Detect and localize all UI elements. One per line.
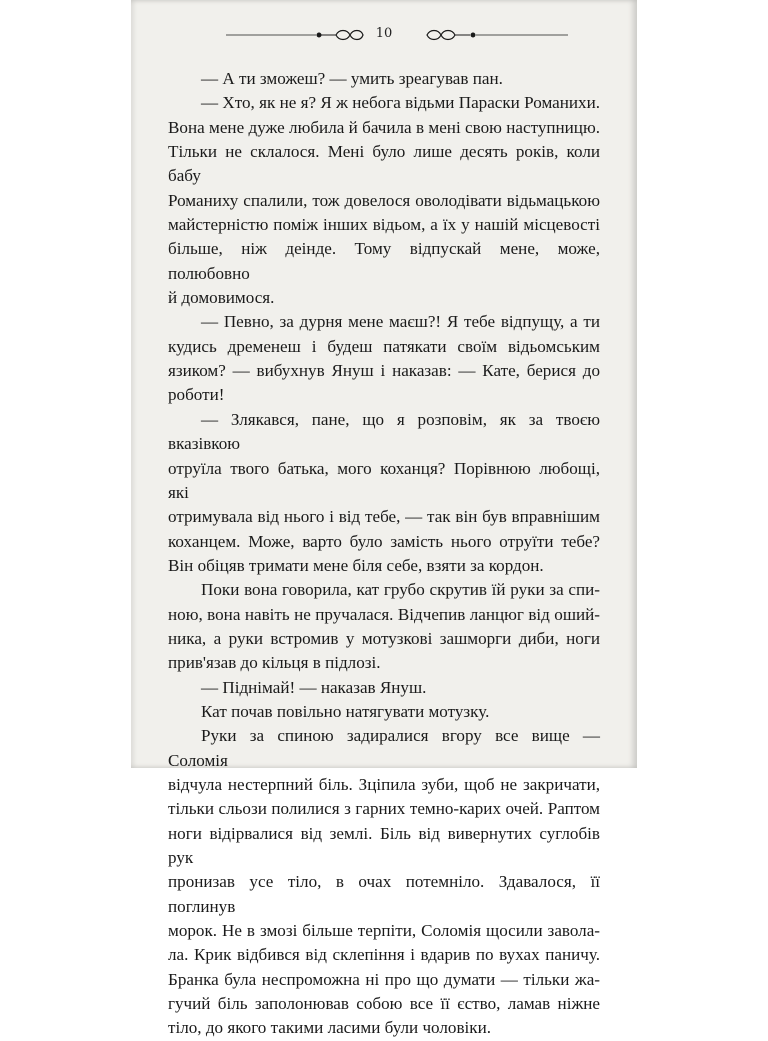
text-line: й домовимося.: [168, 288, 275, 308]
text-line: — Злякався, пане, що я розповім, як за твоєю вказівкою: [168, 409, 600, 454]
text-line: Поки вона говорила, кат грубо скрутив їй руки за спи-: [201, 580, 600, 600]
text-line: пронизав усе тіло, в очах потемніло. Здавалося, її поглинув: [168, 872, 600, 916]
text-line: морок. Не в змозі більше терпіти, Соломія щосили завола-: [168, 921, 600, 941]
text-line: коханцем. Може, варто було замість нього отруїти тебе?: [168, 531, 600, 551]
text-line: ноги відірвалися від землі. Біль від вивернутих суглобів рук: [168, 823, 600, 867]
text-line: Вона мене дуже любила й бачила в мені свою наступницю.: [168, 117, 600, 137]
body-text: [168, 67, 600, 1041]
text-line: язиком? — вибухнув Януш і наказав: — Кате, берися до: [168, 361, 600, 381]
text-line: ника, а руки встромив у мотузкові зашморги диби, ноги: [168, 628, 600, 648]
text-line: гучий біль заполонював собою все її єство, ламав ніжне: [168, 994, 600, 1014]
paragraph: [168, 724, 600, 1040]
text-line: кудись дременеш і будеш патякати своїм відьомським: [168, 336, 600, 356]
text-line: відчула нестерпний біль. Зціпила зуби, щоб не закричати,: [168, 774, 600, 794]
text-line: тіло, до якого такими ласими були чоловіки.: [168, 1018, 491, 1038]
page-number: 10: [375, 26, 393, 41]
page-header: [131, 24, 637, 46]
text-line: отримувала від нього і від тебе, — так він був вправнішим: [168, 507, 600, 527]
text-line: Тільки не склалося. Мені було лише десять років, коли бабу: [168, 142, 600, 186]
text-line: роботи!: [168, 385, 225, 405]
text-line: — Піднімай! — наказав Януш.: [201, 677, 427, 697]
paragraph: [168, 578, 600, 675]
paragraph: [168, 67, 600, 91]
paragraph: [168, 700, 600, 724]
text-line: тільки сльози полилися з гарних темно-карих очей. Раптом: [168, 799, 600, 819]
text-line: більше, ніж деінде. Тому відпускай мене, може, полюбовно: [168, 239, 600, 283]
book-page: [131, 0, 637, 1038]
text-line: Романиху спалили, тож довелося оволодівати відьмацькою: [168, 190, 600, 210]
text-line: Руки за спиною задиралися вгору все вище — Соломія: [168, 726, 600, 770]
text-line: отруїла твого батька, мого коханця? Порівнюю любощі, які: [168, 458, 600, 502]
text-line: прив'язав до кільця в підлозі.: [168, 653, 381, 673]
text-line: — Певно, за дурня мене маєш?! Я тебе відпущу, а ти: [201, 312, 600, 332]
paragraph: [168, 91, 600, 310]
text-line: Бранка була неспроможна ні про що думати — тільки жа-: [168, 969, 600, 989]
paragraph: [168, 676, 600, 700]
text-line: — А ти зможеш? — умить зреагував пан.: [201, 69, 503, 88]
text-line: Кат почав повільно натягувати мотузку.: [201, 701, 490, 721]
text-line: Він обіцяв тримати мене біля себе, взяти за кордон.: [168, 555, 544, 575]
text-line: ла. Крик відбився від склепіння і вдарив по вухах паничу.: [168, 945, 600, 965]
text-line: — Хто, як не я? Я ж небога відьми Параски Романихи.: [201, 93, 600, 113]
text-line: майстерністю поміж інших відьом, а їх у нашій місцевості: [168, 215, 600, 235]
text-line: ною, вона навіть не пручалася. Відчепив ланцюг від оший-: [168, 604, 600, 624]
paragraph: [168, 310, 600, 407]
paragraph: [168, 408, 600, 578]
